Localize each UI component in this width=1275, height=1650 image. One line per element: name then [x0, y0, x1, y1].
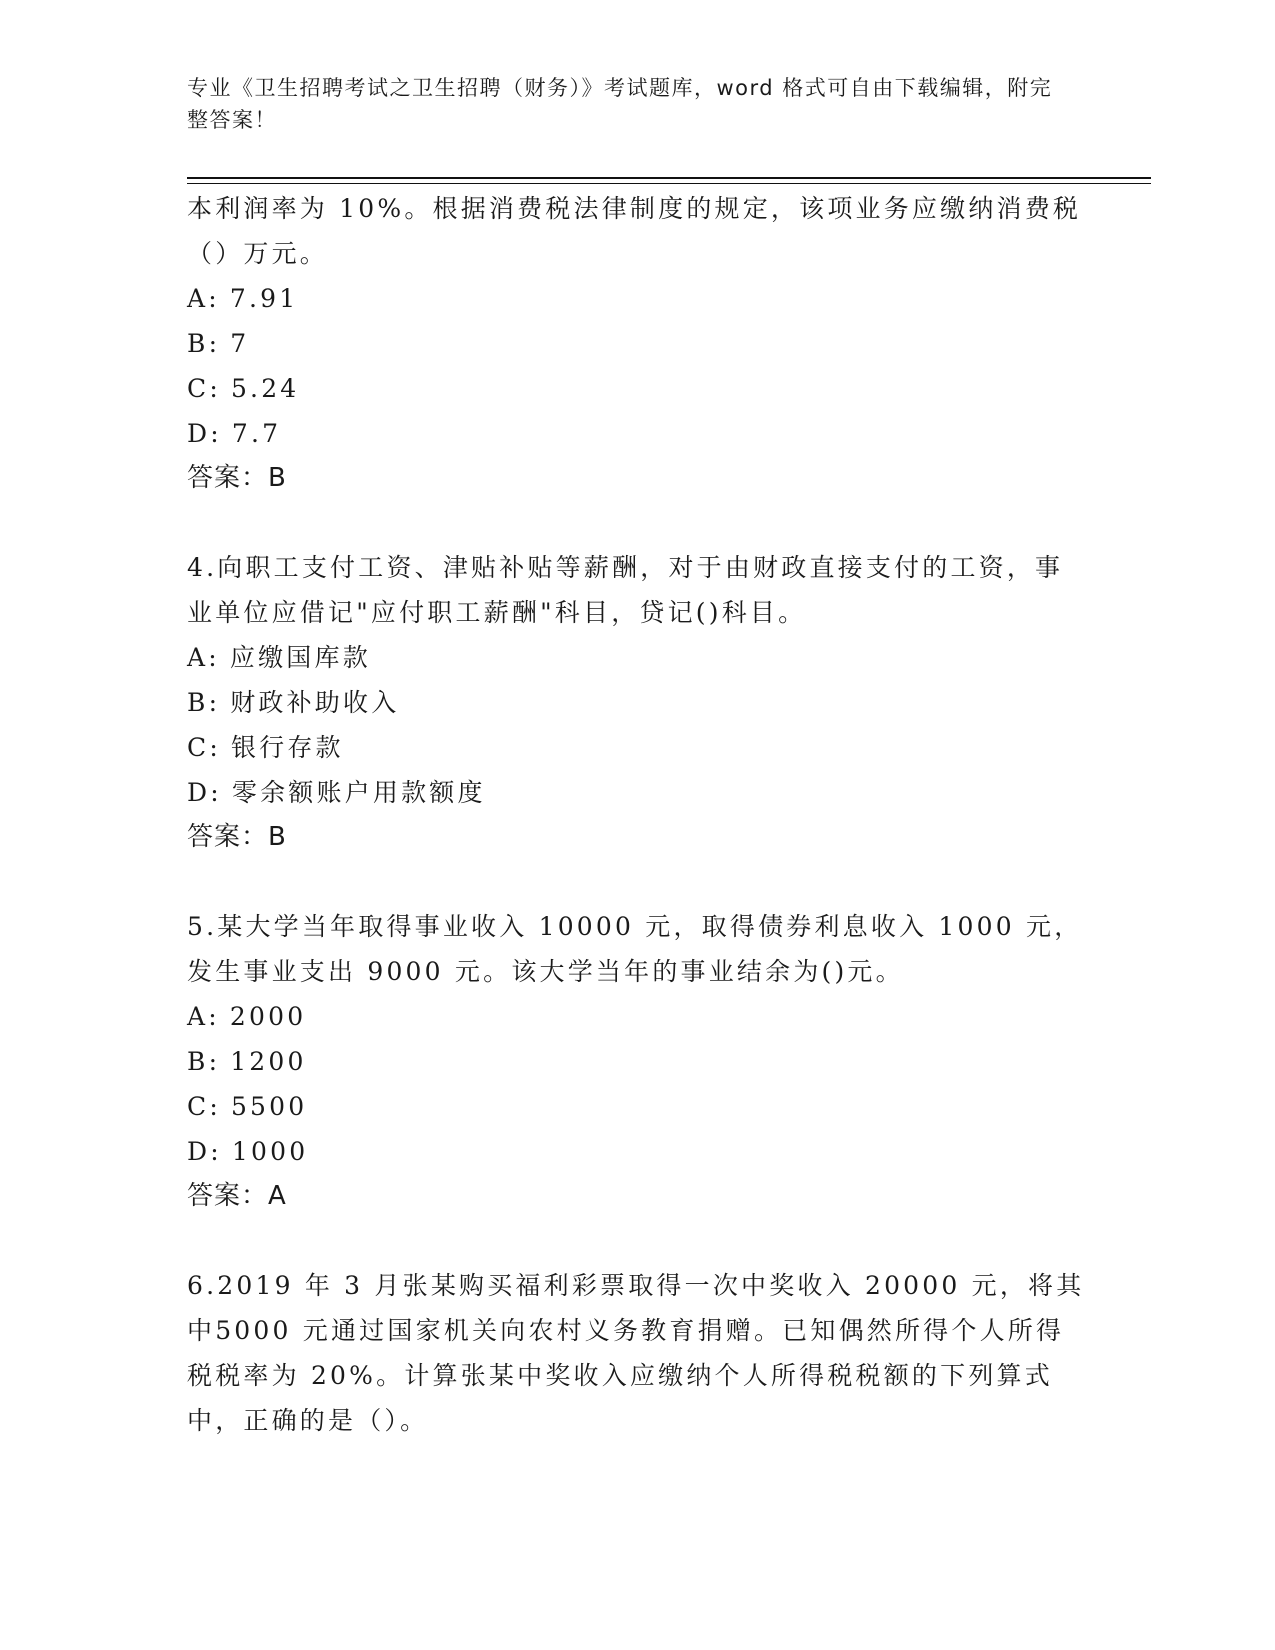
header-rule-thick: [187, 177, 1151, 179]
option-b: [187, 680, 1087, 725]
question-text: 本利润率为 10%。根据消费税法律制度的规定，该项业务应缴纳消费税（）万元。: [187, 194, 1082, 268]
option-value: 7.7: [231, 419, 282, 448]
option-letter: B:: [187, 329, 221, 358]
option-c: [187, 366, 1087, 411]
question-6: [187, 1263, 1087, 1443]
option-value: 5.24: [230, 374, 300, 403]
option-a: [187, 635, 1087, 680]
option-d: [187, 1129, 1087, 1174]
option-letter: D:: [187, 778, 222, 807]
question-4: [187, 545, 1087, 860]
option-d: [187, 770, 1087, 815]
question-spacer: [187, 1219, 1087, 1263]
option-value: 应缴国库款: [229, 643, 371, 672]
question-text: 5.某大学当年取得事业收入 10000 元，取得债券利息收入 1000 元，发生事业支出 9000 元。该大学当年的事业结余为()元。: [187, 912, 1083, 986]
question-list: [187, 186, 1087, 1443]
answer-line: 答案：B: [187, 463, 287, 493]
question-5: [187, 904, 1087, 1219]
option-d: [187, 411, 1087, 456]
option-letter: A:: [187, 643, 220, 672]
option-letter: A:: [187, 1002, 220, 1031]
option-value: 7: [230, 329, 250, 358]
option-b: [187, 321, 1087, 366]
question-text: 6.2019 年 3 月张某购买福利彩票取得一次中奖收入 20000 元，将其中5000 元通过国家机关向农村义务教育捐赠。已知偶然所得个人所得税税率为 20%。计算张某中奖收入应缴纳个人所得税税额的下列算式中，正确的是（）。: [187, 1271, 1085, 1435]
document-header: 专业《卫生招聘考试之卫生招聘（财务）》考试题库，word 格式可自由下载编辑，附完整答案！: [187, 76, 1053, 132]
option-letter: C:: [187, 374, 221, 403]
option-value: 2000: [229, 1002, 307, 1031]
option-value: 财政补助收入: [230, 688, 400, 717]
question-spacer: [187, 860, 1087, 904]
option-value: 5500: [230, 1092, 308, 1121]
option-letter: C:: [187, 733, 221, 762]
option-letter: C:: [187, 1092, 221, 1121]
option-letter: A:: [187, 284, 220, 313]
option-letter: D:: [187, 419, 222, 448]
option-c: [187, 1084, 1087, 1129]
question-text: 4.向职工支付工资、津贴补贴等薪酬，对于由财政直接支付的工资，事业单位应借记"应付职工薪酬"科目，贷记()科目。: [187, 553, 1064, 627]
option-c: [187, 725, 1087, 770]
option-value: 1200: [230, 1047, 307, 1076]
option-a: [187, 276, 1087, 321]
header-rule-thin: [187, 183, 1151, 184]
answer-line: 答案：A: [187, 1181, 287, 1211]
option-value: 1000: [231, 1137, 309, 1166]
option-a: [187, 994, 1087, 1039]
option-value: 7.91: [229, 284, 299, 313]
option-letter: D:: [187, 1137, 222, 1166]
option-value: 零余额账户用款额度: [231, 778, 486, 807]
option-value: 银行存款: [230, 733, 344, 762]
option-letter: B:: [187, 688, 221, 717]
option-b: [187, 1039, 1087, 1084]
option-letter: B:: [187, 1047, 221, 1076]
question-3-continued: [187, 186, 1087, 501]
answer-line: 答案：B: [187, 822, 287, 852]
question-spacer: [187, 501, 1087, 545]
